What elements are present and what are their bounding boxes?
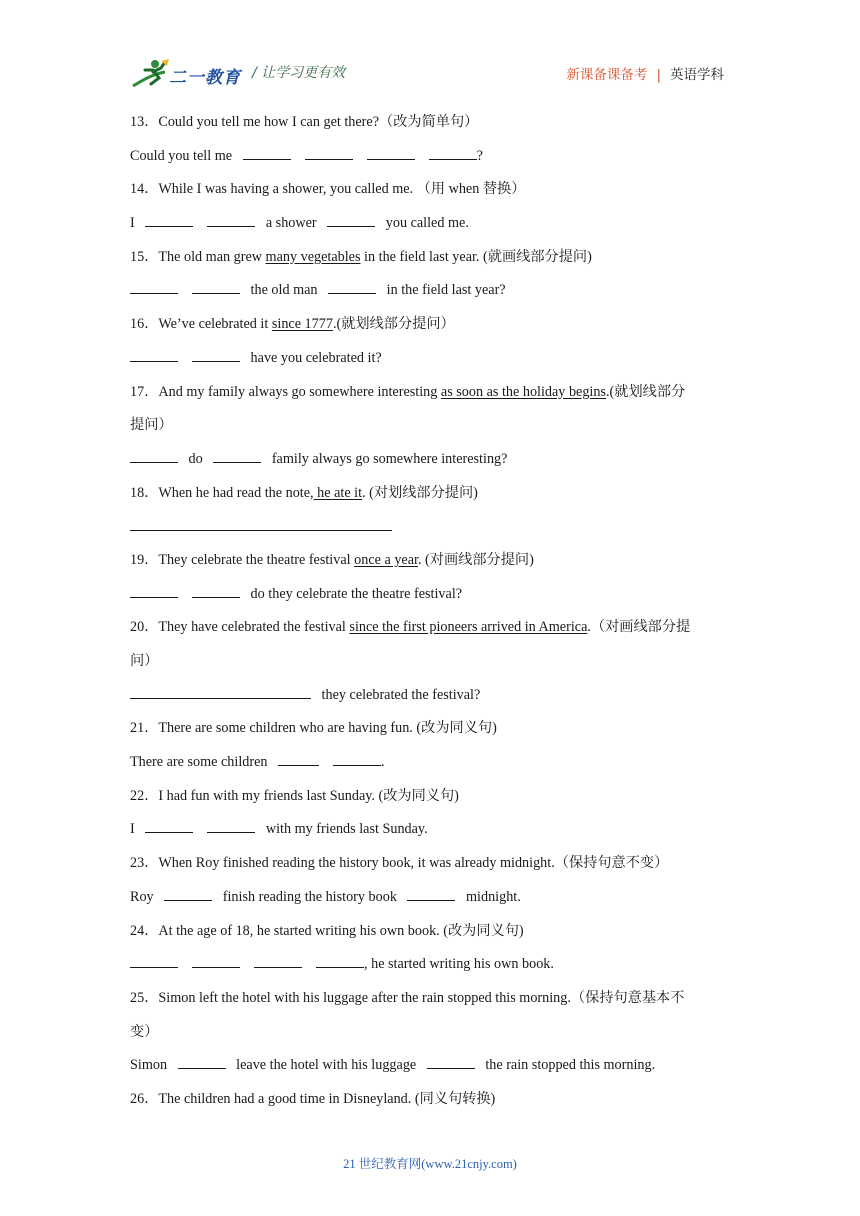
- answer-blank[interactable]: [427, 1052, 475, 1069]
- answer-blank[interactable]: [192, 951, 240, 968]
- underlined-phrase: since the first pioneers arrived in America: [349, 619, 588, 636]
- answer-blank[interactable]: [145, 210, 193, 227]
- answer-blank[interactable]: [305, 143, 353, 160]
- answer-blank[interactable]: [327, 210, 375, 227]
- underlined-phrase: since 1777: [271, 316, 333, 333]
- answer-text: family always go somewhere interesting?: [271, 450, 508, 467]
- answer-blank[interactable]: [278, 749, 319, 766]
- answer-17: [130, 443, 732, 477]
- question-text: in the field last year. (就画线部分提问): [360, 248, 592, 265]
- answer-blank[interactable]: [178, 1052, 226, 1069]
- header-right: [566, 63, 724, 83]
- question-text: 17．And my family always go somewhere interesting: [130, 383, 441, 400]
- answer-blank[interactable]: [164, 884, 212, 901]
- answer-text: the old man: [250, 282, 318, 299]
- answer-blank[interactable]: [328, 277, 376, 294]
- question-text: 19．They celebrate the theatre festival: [130, 551, 355, 568]
- answer-text: There are some children: [130, 754, 268, 771]
- answer-text: I: [130, 215, 135, 232]
- answer-blank[interactable]: [429, 143, 477, 160]
- answer-blank[interactable]: [130, 581, 178, 598]
- answer-text: finish reading the history book: [222, 888, 397, 905]
- answer-text: .: [381, 754, 385, 771]
- header-course-label: 新课备课备考: [566, 67, 648, 83]
- answer-blank[interactable]: [207, 210, 255, 227]
- question-text: .（对画线部分提: [587, 619, 691, 636]
- answer-21: [130, 746, 732, 780]
- answer-text: Could you tell me: [130, 147, 233, 164]
- question-18: [130, 477, 732, 511]
- question-26: 26．The children had a good time in Disneyland. (同义句转换): [130, 1090, 496, 1107]
- header-slogan: / 让学习更有效: [252, 65, 346, 81]
- question-text: 16．We’ve celebrated it: [130, 316, 272, 333]
- answer-blank[interactable]: [407, 884, 455, 901]
- underlined-phrase: as soon as the holiday begins: [440, 383, 606, 400]
- answer-text: they celebrated the festival?: [321, 686, 481, 703]
- answer-text: with my friends last Sunday.: [265, 821, 428, 838]
- answer-24: [130, 948, 732, 982]
- answer-blank[interactable]: [213, 446, 261, 463]
- answer-blank[interactable]: [130, 682, 311, 699]
- question-20-cont: 问）: [130, 653, 159, 669]
- answer-line[interactable]: [130, 510, 392, 531]
- answer-blank[interactable]: [192, 581, 240, 598]
- answer-25: [130, 1049, 732, 1083]
- answer-15: [130, 274, 732, 308]
- question-text: 20．They have celebrated the festival: [130, 619, 350, 636]
- header-subject-label: 英语学科: [670, 67, 724, 83]
- underlined-phrase: he ate it: [313, 484, 363, 501]
- question-22: 22．I had fun with my friends last Sunday. (改为同义句): [130, 787, 459, 804]
- page-footer: 21 世纪教育网(www.21cnjy.com): [343, 1157, 517, 1171]
- answer-blank[interactable]: [192, 345, 240, 362]
- answer-23: [130, 881, 732, 915]
- answer-text: do they celebrate the theatre festival?: [250, 585, 463, 602]
- question-text: 18．When he had read the note,: [130, 484, 314, 501]
- answer-blank[interactable]: [130, 951, 178, 968]
- answer-text: midnight.: [466, 888, 521, 905]
- question-25-cont: 变）: [130, 1023, 159, 1040]
- question-21: 21．There are some children who are having fun. (改为同义句): [130, 720, 497, 737]
- question-17-cont: 提问）: [130, 417, 173, 434]
- question-17: [130, 376, 732, 410]
- question-23: 23．When Roy finished reading the history book, it was already midnight.（保持句意不变）: [130, 855, 669, 872]
- answer-22: [130, 813, 732, 847]
- underlined-phrase: many vegetables: [265, 248, 361, 265]
- answer-13: [130, 140, 732, 174]
- question-text: . (对划线部分提问): [362, 484, 478, 501]
- answer-blank[interactable]: [254, 951, 302, 968]
- answer-14: [130, 207, 732, 241]
- answer-text: I: [130, 821, 135, 838]
- answer-text: Simon: [130, 1057, 168, 1074]
- question-14: 14．While I was having a shower, you called me. （用 when 替换）: [130, 181, 526, 198]
- question-text: .(就划线部分提问）: [332, 316, 455, 333]
- answer-text: , he started writing his own book.: [364, 956, 554, 973]
- answer-blank[interactable]: [243, 143, 291, 160]
- question-24: 24．At the age of 18, he started writing his own book. (改为同义句): [130, 922, 524, 939]
- underlined-phrase: once a year: [354, 551, 418, 568]
- question-20: [130, 611, 732, 645]
- header-separator: |: [656, 67, 661, 83]
- question-13: 13．Could you tell me how I can get there?（改为简单句）: [130, 114, 479, 130]
- answer-text: have you celebrated it?: [250, 349, 382, 366]
- question-19: [130, 544, 732, 578]
- question-16: [130, 308, 732, 342]
- question-text: 15．The old man grew: [130, 248, 266, 265]
- answer-blank[interactable]: [130, 345, 178, 362]
- question-15: [130, 241, 732, 275]
- answer-20: [130, 679, 732, 713]
- answer-18: [130, 510, 732, 544]
- answer-blank[interactable]: [192, 277, 240, 294]
- answer-19: [130, 578, 732, 612]
- question-25: 25．Simon left the hotel with his luggage after the rain stopped this morning.（保持句意基本不: [130, 989, 685, 1006]
- answer-text: Roy: [130, 888, 154, 905]
- answer-text: you called me.: [385, 215, 469, 232]
- exercise-list: [130, 106, 732, 1117]
- answer-blank[interactable]: [207, 816, 255, 833]
- answer-blank[interactable]: [316, 951, 364, 968]
- answer-text: ?: [476, 147, 483, 164]
- answer-text: in the field last year?: [386, 282, 506, 299]
- logo-text: 二一教育: [169, 68, 241, 88]
- answer-blank[interactable]: [130, 446, 178, 463]
- answer-text: a shower: [265, 215, 317, 232]
- question-text: . (对画线部分提问): [417, 551, 534, 568]
- answer-blank[interactable]: [333, 749, 381, 766]
- answer-16: [130, 342, 732, 376]
- answer-text: leave the hotel with his luggage: [236, 1057, 417, 1074]
- answer-text: the rain stopped this morning.: [485, 1057, 656, 1074]
- answer-text: do: [188, 450, 203, 467]
- question-text: .(就划线部分: [606, 383, 686, 400]
- answer-blank[interactable]: [367, 143, 415, 160]
- answer-blank[interactable]: [130, 277, 178, 294]
- page-header: [0, 0, 860, 100]
- answer-blank[interactable]: [145, 816, 193, 833]
